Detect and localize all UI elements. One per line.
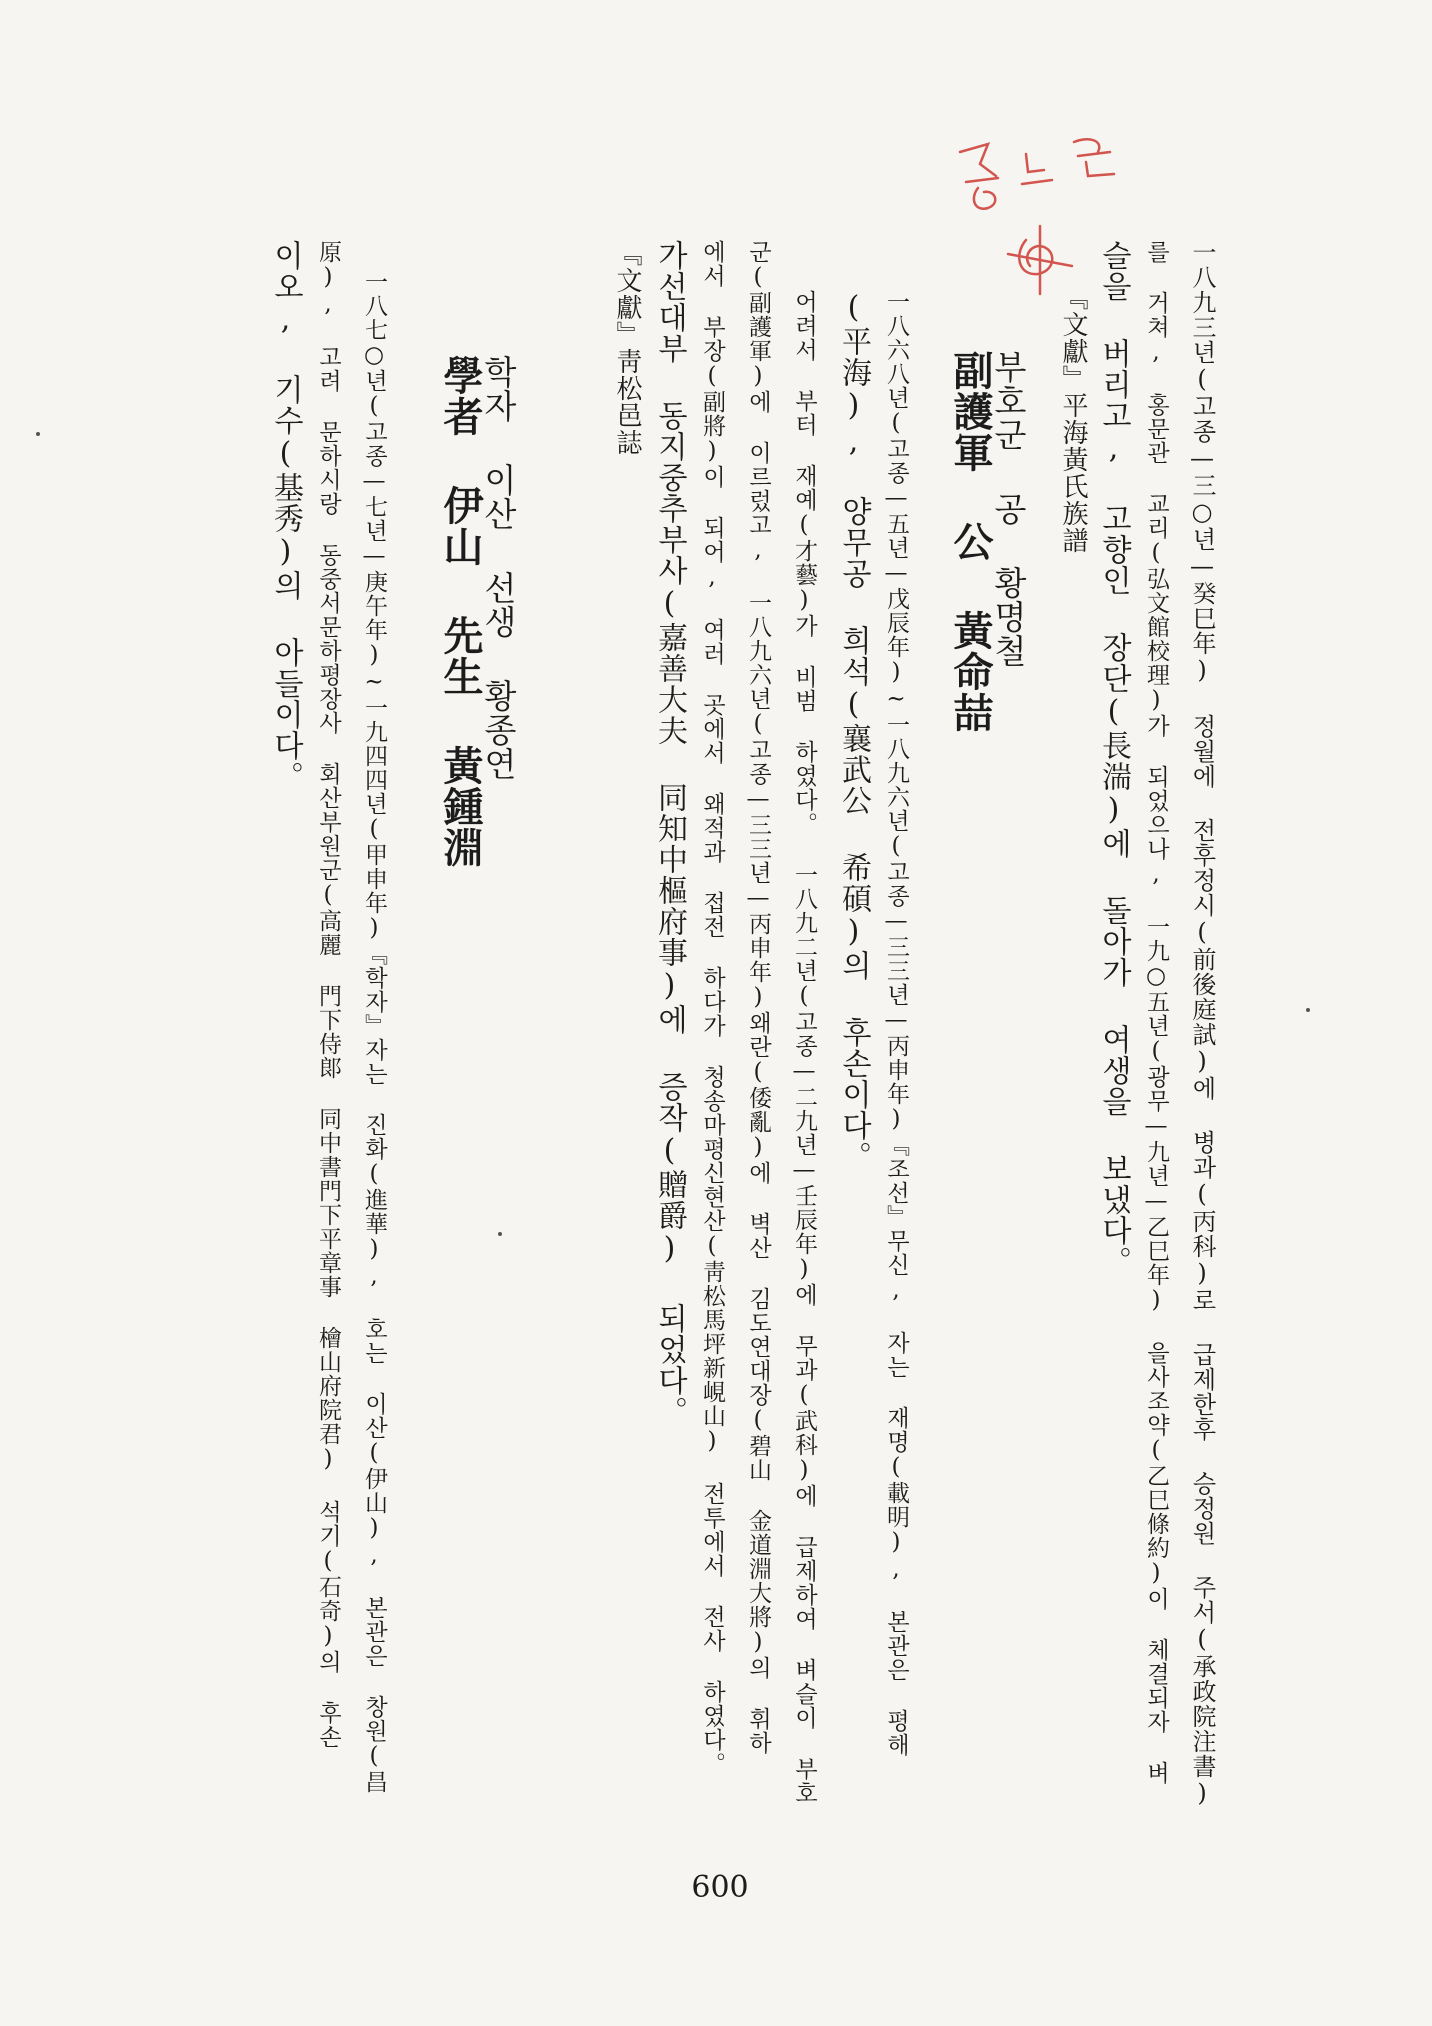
entry2-title-korean: 부호군 공 황명철 bbox=[989, 350, 1028, 668]
entry1-line-2: 를 거쳐, 홍문관 교리(弘文館校理)가 되었으나, 一九○五년(광무—九년—乙巳年) 을사조약(乙巳條約)이 체결되자 벼 bbox=[1143, 240, 1169, 1785]
page-number: 600 bbox=[691, 1870, 749, 1905]
entry2-source: 『文獻』靑松邑誌 bbox=[612, 240, 642, 456]
entry2-line-1: 一八六八년(고종—五년—戊辰年)~一八九六년(고종—三三년—丙申年)『조선』무신, 자는 재명(載明), 본관은 평해 bbox=[883, 290, 909, 1757]
entry2-line-4: 군(副護軍)에 이르렀고, 一八九六년(고종—三三년—丙申年)왜란(倭亂)에 벽산 김도연대장(碧山 金道淵大將)의 휘하 bbox=[745, 240, 771, 1755]
entry2-title-hanja: 副護軍 公 黃命喆 bbox=[947, 350, 994, 733]
scan-speck bbox=[498, 1232, 502, 1236]
entry1-source: 『文獻』平海黃氏族譜 bbox=[1058, 284, 1088, 554]
entry2-line-3: 어려서 부터 재예(才藝)가 비범 하였다。 一八九二년(고종—二九년—壬辰年)에 무과(武科)에 급제하여 벼슬이 부호 bbox=[791, 290, 817, 1805]
entry3-title-korean: 학자 이산 선생 황종연 bbox=[479, 355, 518, 781]
entry3-line-2: 原), 고려 문하시랑 동중서문하평장사 회산부원군(高麗 門下侍郞 同中書門下平章事 檜山府院君) 석기(石奇)의 후손 bbox=[315, 240, 341, 1749]
scan-speck bbox=[36, 432, 40, 436]
entry3-line-1: 一八七○년(고종—七년—庚午年)~一九四四년(甲申年)『학자』자는 진화(進華), 호는 이산(伊山), 본관은 창원(昌 bbox=[361, 270, 387, 1794]
entry3-title-hanja: 學者 伊山 先生 黃鍾淵 bbox=[437, 355, 484, 868]
entry2-line-2: (平海), 양무공 희석(襄武公 希碩)의 후손이다。 bbox=[836, 290, 871, 1172]
entry3-line-3: 이오, 기수(基秀)의 아들이다。 bbox=[268, 240, 303, 792]
entry2-line-6: 가선대부 동지중추부사(嘉善大夫 同知中樞府事)에 증작(贈爵) 되었다。 bbox=[652, 240, 687, 1427]
entry1-line-1: 一八九三년(고종—三○년—癸巳年) 정월에 전후정시(前後庭試)에 병과(丙科)로 급제한후 승정원 주서(承政院注書) bbox=[1188, 240, 1216, 1808]
entry1-line-3: 슬을 버리고, 고향인 장단(長湍)에 돌아가 여생을 보냈다。 bbox=[1096, 240, 1131, 1277]
scan-speck bbox=[1306, 1008, 1310, 1012]
entry2-line-5: 에서 부장(副將)이 되어, 여러 곳에서 왜적과 접전 하다가 청송마평신현산(靑松馬坪新峴山) 전투에서 전사 하였다。 bbox=[699, 240, 725, 1776]
